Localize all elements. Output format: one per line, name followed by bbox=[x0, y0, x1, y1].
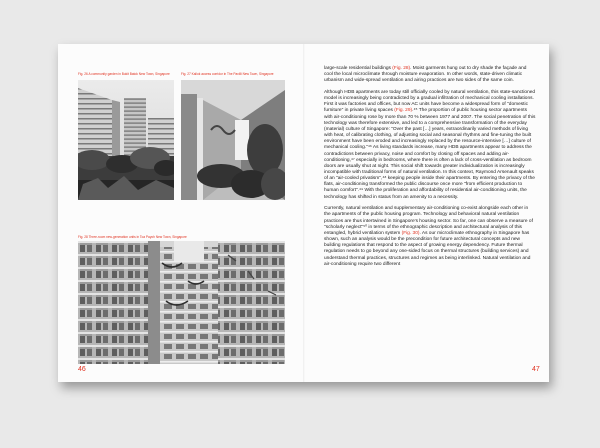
figure-28-photo bbox=[78, 241, 285, 364]
figure-28-caption: Fig. 28 Three-room new-generation units in Toa Payoh New Town, Singapore bbox=[78, 235, 187, 239]
paragraph bbox=[324, 66, 536, 84]
paragraph-text: .⁴⁵ The proportion of public housing sector apartments with air-conditioning rose by more than 70 % between 1977 and 2007. The social penetration of this technology was therefore extensive, and led to a comprehensive transformation of the everyday (material) culture of Singapore: "Over the past […] years, extraordinarily varied methods of living with heat, of calibrating clothing, of adjusting social and seasonal rhythms and fine-tuning the built environment have been eroded and increasingly replaced by the resource-intensive […] culture of mechanical cooling."⁴⁶ As living standards increase, many HDB apartments appear to address the contradictions between privacy, noise and comfort by closing off spaces and adding air-conditioning,⁴⁷ especially in bedrooms, where there is often a lack of cross-ventilation as bedroom doors are usually shut at night. This social shift towards greater individualization is increasingly incompatible with traditional forms of natural ventilation. In this context, Raymond Arsenault speaks of an "air-cooled privatism",⁴⁸ keeping people inside their apartments. By entering the privacy of the flats, air-conditioning transformed the public discourse once more "from efficient production to human comfort".⁴⁹ With the proliferation and affordability of residential air-conditioning units, the technology has shifted in status from an amenity to a necessity. bbox=[324, 108, 536, 200]
left-page bbox=[58, 44, 304, 382]
figure-26-caption: Fig. 26 A community garden in Bukit Batok New Town, Singapore bbox=[78, 72, 170, 76]
right-page-number: 47 bbox=[532, 366, 540, 373]
figure-27-caption: Fig. 27 Kallok access corridor in The Pavilli New Town, Singapore bbox=[181, 72, 274, 76]
paragraph bbox=[324, 90, 536, 201]
paragraph-text: Although HDB apartments are today still officially cooled by natural ventilation, this state-sanctioned model is increasingly being contradicted by a gradual infiltration of mechanical cooling installations. First it was factories and offices, but now AC units have become a widespread form of "domestic furniture" in private living spaces bbox=[324, 89, 536, 114]
housing-blocks-image bbox=[78, 241, 285, 364]
figure-26-photo bbox=[78, 80, 174, 200]
right-page bbox=[304, 44, 549, 382]
community-garden-image bbox=[78, 80, 174, 200]
paragraph-text: large-scale residential buildings bbox=[324, 66, 393, 71]
paragraph-text: Currently, natural ventilation and supplementary air-conditioning co-exist alongside each other in the apartments of the public housing program. Technology and behavioral natural ventilation practices are thus intertwined in Singapore's housing sector. So far, one can observe a measure of "scholarly neglect"⁵⁰ in terms of the ethnographic description and architectural analysis of this entangled, hybrid ventilation system bbox=[324, 206, 533, 236]
paragraph-text: . As our microclimate ethnography in Singapore has shown, such an analysis would be the precondition for future architectural concepts and new building regulations that respond to the aspect of growing energy dependency. Future thermal regulation needs to go beyond any one-sided focus on thermal structures (building services) and understand thermal practices, structures and regimes as being interlinked. Natural ventilation and air-conditioning require two different bbox=[324, 230, 531, 267]
body-text bbox=[324, 66, 536, 273]
left-page-number: 46 bbox=[78, 366, 86, 373]
access-corridor-image bbox=[181, 80, 285, 200]
book-spread bbox=[58, 44, 549, 382]
figure-reference-link: (Fig. 28) bbox=[392, 66, 411, 71]
figure-reference-link: (Fig. 29) bbox=[394, 108, 413, 114]
figure-reference-link: (Fig. 30) bbox=[401, 230, 420, 236]
figure-27-photo bbox=[181, 80, 285, 200]
paragraph bbox=[324, 206, 536, 268]
paragraph-text: . Moist garments hung out to dry shade the façade and cool the local microclimate through moisture evaporation. In other words, state-driven climatic urbanism and wide-spread ventilation and airing practices are two sides of the same coin. bbox=[324, 66, 527, 84]
